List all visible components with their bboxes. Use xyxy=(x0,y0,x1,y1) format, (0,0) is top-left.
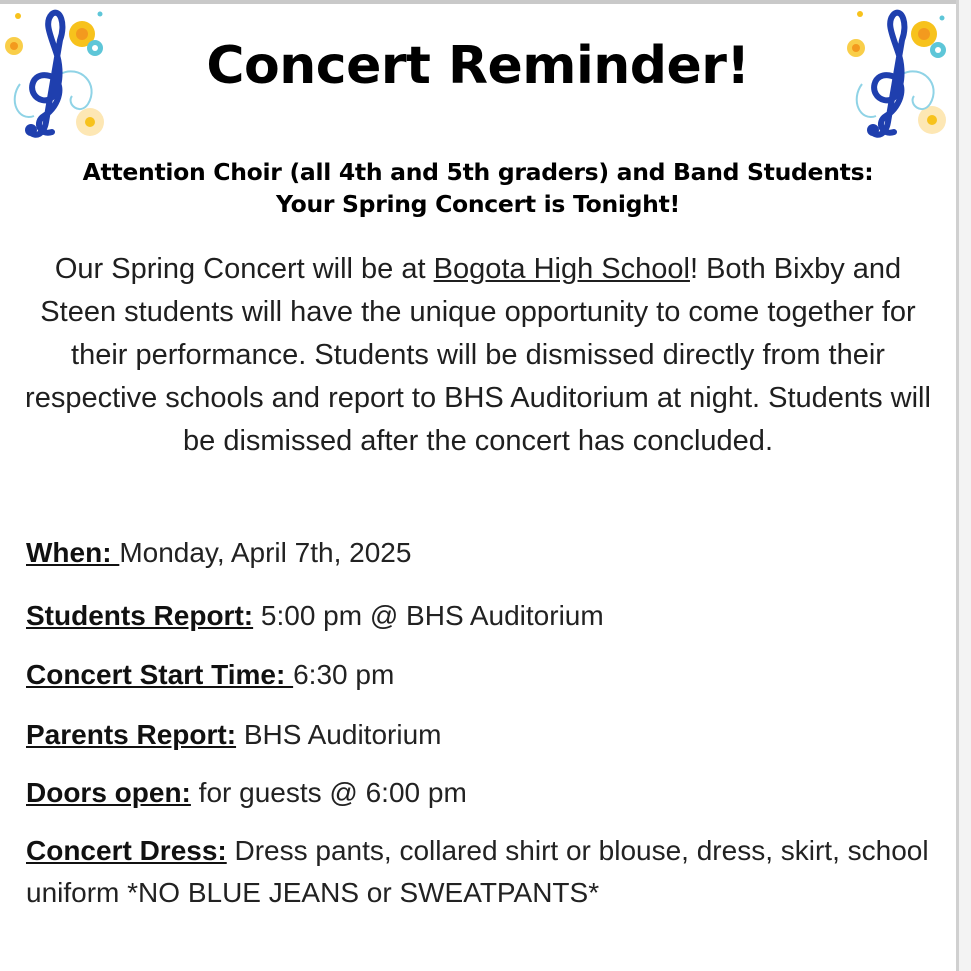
intro-text-start: Our Spring Concert will be at xyxy=(54,253,434,285)
detail-value: for guests @ 6:00 pm xyxy=(190,777,467,808)
detail-label: Parents Report: xyxy=(26,719,237,750)
page-title: Concert Reminder! xyxy=(206,36,750,96)
detail-when xyxy=(26,532,936,574)
detail-label: Students Report: xyxy=(26,600,254,631)
detail-value: 6:30 pm xyxy=(293,659,395,690)
intro-paragraph xyxy=(20,248,936,463)
detail-value: Monday, April 7th, 2025 xyxy=(119,537,412,568)
detail-value: BHS Auditorium xyxy=(236,719,442,750)
intro-text-rest: ! Both Bixby and Steen students will have the unique opportunity to come together for their performance. Students will be dismissed directly from their respective schools and report to BHS Auditorium at night. Students will be dismissed after the concert has concluded. xyxy=(25,253,931,457)
detail-value: 5:00 pm @ BHS Auditorium xyxy=(253,600,604,631)
detail-parents-report xyxy=(26,714,936,756)
announcement-line-tonight: Your Spring Concert is Tonight! xyxy=(276,190,680,218)
announcement-heading xyxy=(0,156,956,220)
detail-students-report xyxy=(26,595,936,637)
treble-clef-flowers-icon xyxy=(838,4,950,144)
detail-label: Concert Start Time: xyxy=(26,659,294,690)
bogota-high-school-link[interactable]: Bogota High School xyxy=(433,253,690,285)
detail-concert-dress xyxy=(26,830,936,914)
detail-value: Dress pants, collared shirt or blouse, dress, skirt, school uniform *NO BLUE JEANS or SWEATPANTS* xyxy=(26,835,929,908)
treble-clef-flowers-icon xyxy=(0,4,112,144)
detail-label: Concert Dress: xyxy=(26,835,227,866)
detail-doors-open xyxy=(26,772,936,814)
detail-label: Doors open: xyxy=(26,777,191,808)
frame-top-border xyxy=(0,0,958,4)
scroll-gutter xyxy=(959,0,971,971)
detail-label: When: xyxy=(26,537,120,568)
detail-concert-start-time xyxy=(26,654,936,696)
announcement-line-audience: Attention Choir (all 4th and 5th graders) and Band Students: xyxy=(82,158,874,186)
